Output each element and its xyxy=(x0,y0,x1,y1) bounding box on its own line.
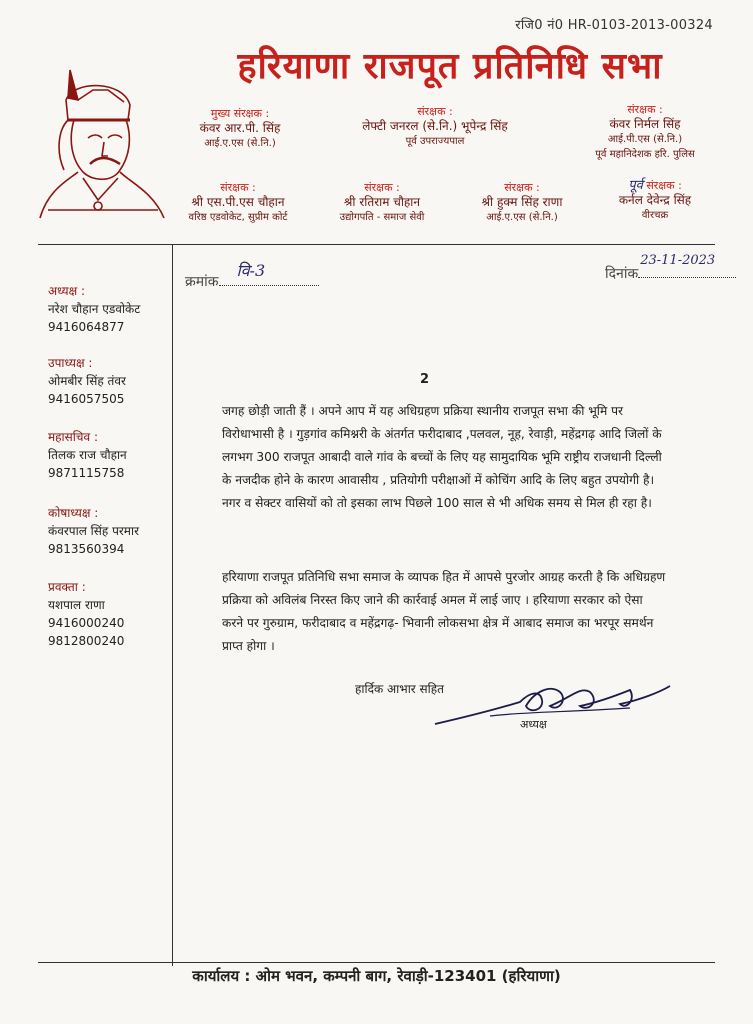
office-bearer-vice-president: उपाध्यक्ष : ओमबीर सिंह तंवर 9416057505 xyxy=(48,356,126,406)
patron-nirmal-singh: संरक्षक : कंवर निर्मल सिंह आई.पी.एस (से.नि.) पूर्व महानिदेशक हरि. पुलिस xyxy=(595,103,695,160)
organization-title: हरियाणा राजपूत प्रतिनिधि सभा xyxy=(237,45,663,87)
office-bearer-treasurer: कोषाध्यक्ष : कंवरपाल सिंह परमार 9813560394 xyxy=(48,506,139,556)
patron-devender-singh: पूर्व संरक्षक : कर्नल देवेन्द्र सिंह वीरचक्र xyxy=(618,178,692,221)
footer-divider xyxy=(38,962,715,963)
patron-sps-chauhan: संरक्षक : श्री एस.पी.एस चौहान वरिष्ठ एडवोकेट, सुप्रीम कोर्ट xyxy=(188,181,288,223)
registration-number: रजि0 नं0 HR-0103-2013-00324 xyxy=(515,18,713,33)
signature-icon xyxy=(430,672,690,732)
letter-date: दिनांक 23-11-2023 xyxy=(605,264,736,283)
patron-chief: मुख्य संरक्षक : कंवर आर.पी. सिंह आई.ए.एस (से.नि.) xyxy=(199,107,281,149)
office-bearer-spokesperson: प्रवक्ता : यशपाल राणा 9416000240 9812800240 xyxy=(48,580,125,648)
reference-number: क्रमांक वि-3 xyxy=(185,272,319,291)
warrior-emblem-icon xyxy=(38,60,168,220)
body-paragraph: जगह छोड़ी जाती हैं । अपने आप में यह अधिग्रहण प्रक्रिया स्थानीय राजपूत सभा की भूमि पर विरोधाभासी है । गुड़गांव कमिश्नरी के अंतर्गत फरीदाबाद ,पलवल, नूह, रेवाड़ी, महेंद्रगढ़ आदि जिलों के लगभग 300 राजपूत आबादी वाले गांव के बच्चों के लिए यह सामुदायिक भूमि राष्ट्रीय राजधानी दिल्ली के नजदीक होने के कारण आवासीय , प्रतियोगी परीक्षाओं में कोचिंग आदि के लिए बहुत उपयोगी है। नगर व सेक्टर वासियों को तो इसका लाभ पिछले 100 साल से भी अधिक समय से मिल ही रहा है। xyxy=(222,404,662,510)
office-bearer-general-secretary: महासचिव : तिलक राज चौहान 9871115758 xyxy=(48,430,127,480)
body-paragraph: हरियाणा राजपूत प्रतिनिधि सभा समाज के व्यापक हित में आपसे पुरजोर आग्रह करती है कि अधिग्रहण प्रक्रिया को अविलंब निरस्त किए जाने की कार्रवाई अमल में लाई जाए । हरियाणा सरकार को ऐसा करने पर गुरुग्राम, फरीदाबाद व महेंद्रगढ़- भिवानी लोकसभा क्षेत्र में आबाद समाज का भरपूर समर्थन प्राप्त होगा । xyxy=(222,570,666,653)
office-bearer-president: अध्यक्ष : नरेश चौहान एडवोकेट 9416064877 xyxy=(48,284,141,334)
page-number: 2 xyxy=(420,372,430,387)
closing-line: हार्दिक आभार सहित xyxy=(355,682,444,696)
office-address: कार्यालय : ओम भवन, कम्पनी बाग, रेवाड़ी-123401 (हरियाणा) xyxy=(192,967,561,985)
signatory-title: अध्यक्ष xyxy=(520,718,547,731)
patron-hukam-singh-rana: संरक्षक : श्री हुक्म सिंह राणा आई.ए.एस (से.नि.) xyxy=(481,181,563,223)
patron-bhupender-singh: संरक्षक : लेफ्टी जनरल (से.नि.) भूपेन्द्र सिंह पूर्व उपराज्यपाल xyxy=(362,105,508,147)
patron-ratiram-chauhan: संरक्षक : श्री रतिराम चौहान उद्योगपति - समाज सेवी xyxy=(339,181,425,223)
header-divider xyxy=(38,244,715,245)
